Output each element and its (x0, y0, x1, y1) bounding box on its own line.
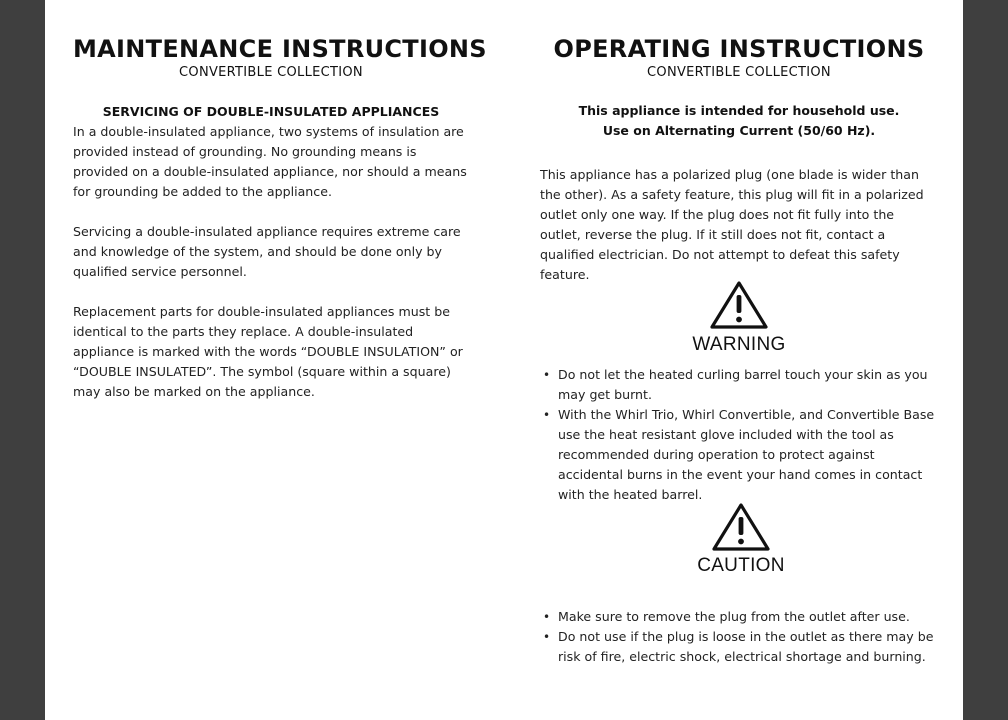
paragraph-replacement: Replacement parts for double-insulated appliances must be identical to the parts they replace. A double-insulated appliance is marked with the words “DOUBLE INSULATION” or “DOUBLE INSULATED”. The symbol (square within a square) may also be marked on the appliance. (73, 304, 463, 399)
bullet: • (543, 368, 551, 382)
list-item (540, 405, 938, 505)
bullet: • (543, 408, 551, 422)
alternating-current-line: Use on Alternating Current (50/60 Hz). (602, 123, 876, 138)
polarized-plug-paragraph: This appliance has a polarized plug (one blade is wider than the other). As a safety feature, this plug will fit in a polarized outlet only one way. If the plug does not fit fully into the outlet, reverse the plug. If it still does not fit, contact a qualified electrician. Do not attempt to defeat this safety feature. (540, 167, 924, 282)
caution-label: CAUTION (697, 555, 785, 576)
bullet: • (543, 610, 551, 624)
warning-item-glove: With the Whirl Trio, Whirl Convertible, and Convertible Base use the heat resistant glove included with the tool as recommended during operation to protect against accidental burns in the event your hand comes in contact with the heated barrel. (558, 407, 935, 502)
warning-list (540, 365, 938, 505)
paragraph-insulation: In a double-insulated appliance, two systems of insulation are provided instead of grounding. No grounding means is provided on a double-insulated appliance, nor should a means for grounding be added to the appliance. (73, 124, 467, 199)
list-item (540, 627, 938, 667)
maintenance-title: MAINTENANCE INSTRUCTIONS (73, 35, 487, 63)
warning-triangle-icon (709, 280, 769, 334)
operating-title: OPERATING INSTRUCTIONS (553, 35, 925, 63)
maintenance-subtitle: CONVERTIBLE COLLECTION (179, 65, 363, 80)
section-heading: SERVICING OF DOUBLE-INSULATED APPLIANCES (102, 104, 440, 119)
warning-item-burn: Do not let the heated curling barrel touch your skin as you may get burnt. (558, 367, 928, 402)
bullet: • (543, 630, 551, 644)
caution-triangle-icon (711, 502, 771, 556)
document-page (45, 0, 963, 720)
caution-item-unplug: Make sure to remove the plug from the outlet after use. (558, 609, 910, 624)
household-use-line: This appliance is intended for household use. (578, 103, 900, 118)
operating-subtitle: CONVERTIBLE COLLECTION (647, 65, 831, 80)
paragraph-servicing: Servicing a double-insulated appliance requires extreme care and knowledge of the system, and should be done only by qualified service personnel. (73, 224, 461, 279)
caution-list (540, 607, 938, 667)
list-item (540, 607, 938, 627)
warning-label: WARNING (692, 334, 786, 355)
list-item (540, 365, 938, 405)
caution-item-loose-plug: Do not use if the plug is loose in the outlet as there may be risk of fire, electric shock, electrical shortage and burning. (558, 629, 934, 664)
